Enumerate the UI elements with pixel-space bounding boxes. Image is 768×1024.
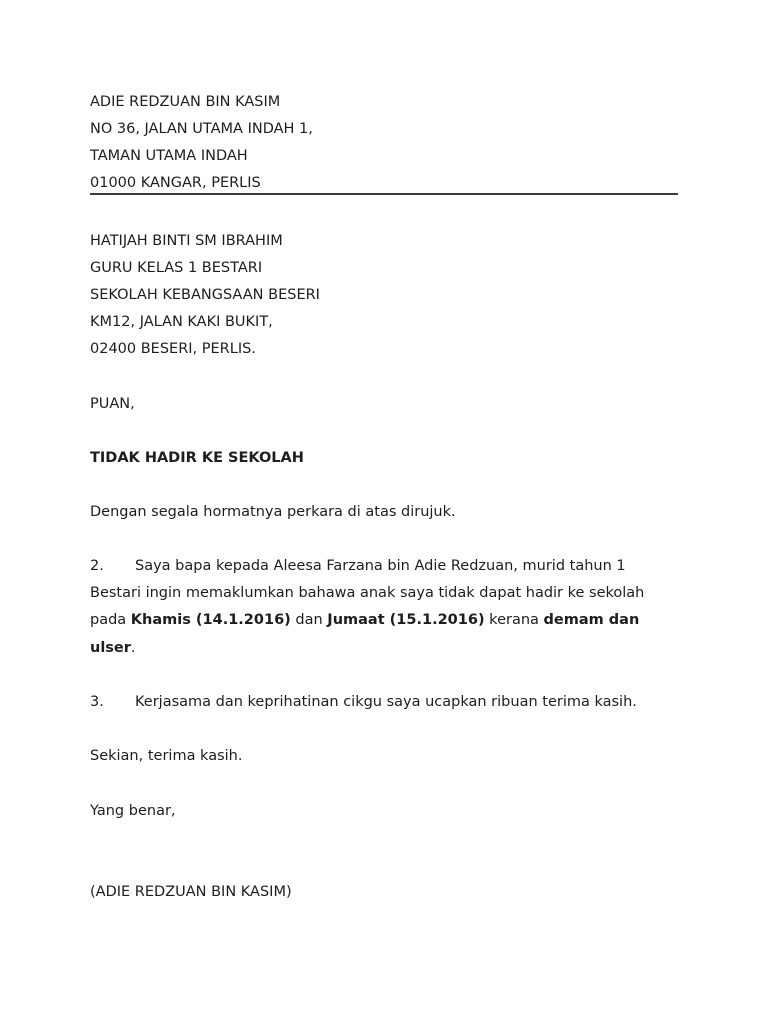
closing-sentence: Sekian, terima kasih. <box>90 748 243 764</box>
sender-address-line3: 01000 KANGAR, PERLIS <box>90 175 261 191</box>
sender-name: ADIE REDZUAN BIN KASIM <box>90 94 281 110</box>
paragraph-2-because: kerana <box>484 612 544 628</box>
signoff: Yang benar, <box>90 803 176 819</box>
salutation: PUAN, <box>90 396 135 412</box>
absence-reason-part1: demam dan <box>543 612 640 628</box>
paragraph-2-prefix: pada <box>90 612 131 628</box>
recipient-title: GURU KELAS 1 BESTARI <box>90 260 263 276</box>
header-divider <box>90 193 678 195</box>
paragraph-2-period: . <box>130 640 136 656</box>
recipient-school: SEKOLAH KEBANGSAAN BESERI <box>90 287 320 303</box>
signature-name: (ADIE REDZUAN BIN KASIM) <box>90 884 292 900</box>
paragraph-3 <box>90 692 637 712</box>
absence-reason-part2: ulser <box>90 640 131 656</box>
paragraph-2-text-line2: Bestari ingin memaklumkan bahawa anak saya tidak dapat hadir ke sekolah <box>90 585 645 601</box>
sender-address-line2: TAMAN UTAMA INDAH <box>90 148 248 164</box>
paragraph-2-line3 <box>90 610 639 630</box>
subject-heading: TIDAK HADIR KE SEKOLAH <box>90 450 304 466</box>
paragraph-2-line4 <box>90 638 136 658</box>
absence-day-2: Jumaat (15.1.2016) <box>327 612 485 628</box>
sender-address-line1: NO 36, JALAN UTAMA INDAH 1, <box>90 121 313 137</box>
absence-day-1: Khamis (14.1.2016) <box>130 612 291 628</box>
opening-sentence: Dengan segala hormatnya perkara di atas dirujuk. <box>90 504 456 520</box>
paragraph-3-text: Kerjasama dan keprihatinan cikgu saya ucapkan ribuan terima kasih. <box>135 694 637 710</box>
paragraph-2-conjunction: dan <box>290 612 328 628</box>
recipient-address-line1: KM12, JALAN KAKI BUKIT, <box>90 314 273 330</box>
recipient-address-line2: 02400 BESERI, PERLIS. <box>90 341 256 357</box>
paragraph-2-line1 <box>90 556 626 576</box>
paragraph-2-text-line1: Saya bapa kepada Aleesa Farzana bin Adie Redzuan, murid tahun 1 <box>135 558 626 574</box>
paragraph-2-number: 2. <box>90 558 104 574</box>
recipient-name: HATIJAH BINTI SM IBRAHIM <box>90 233 283 249</box>
paragraph-3-number: 3. <box>90 694 104 710</box>
